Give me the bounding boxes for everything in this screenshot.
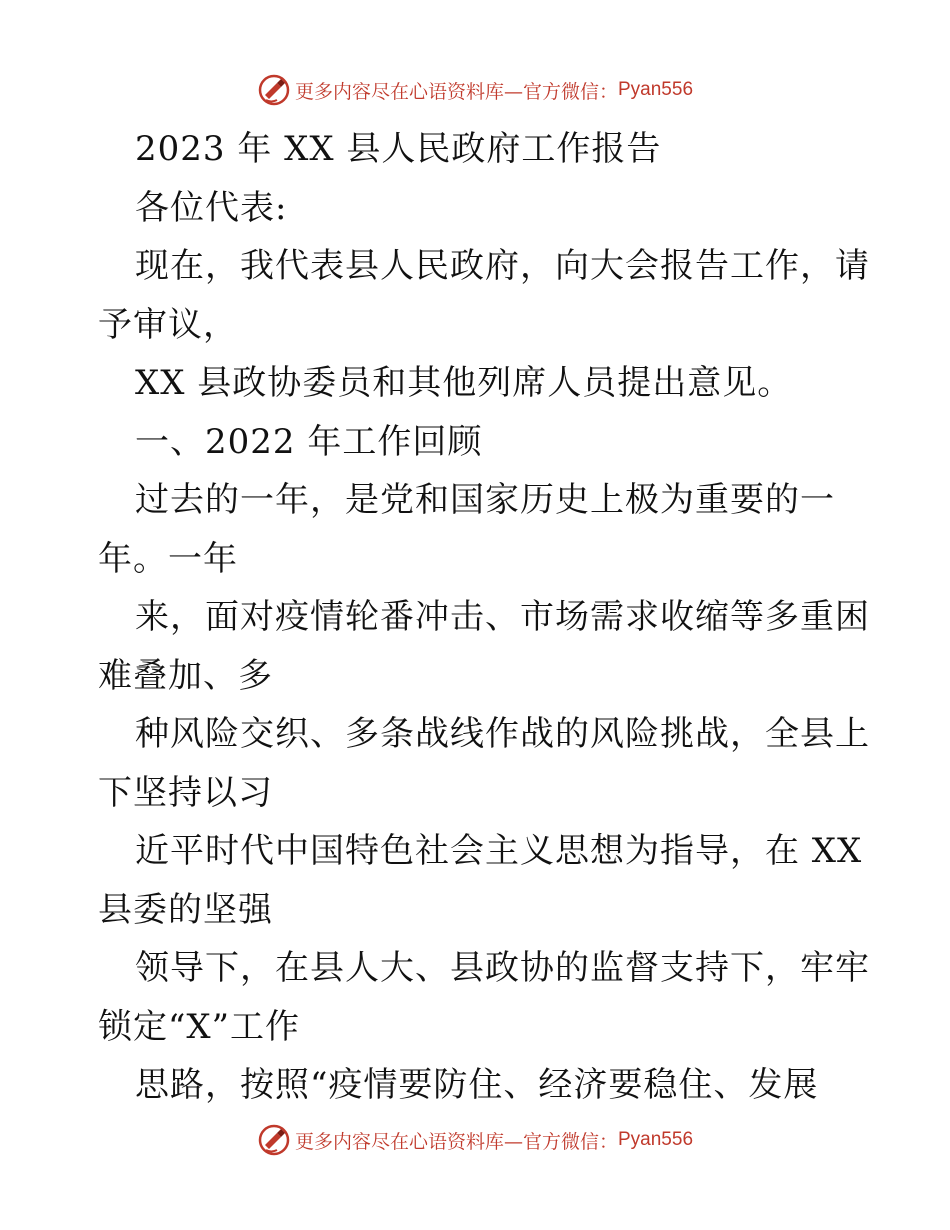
text-line: 2023 年 XX 县人民政府工作报告 xyxy=(135,129,662,169)
text-line: 难叠加、多 xyxy=(98,655,273,696)
text-line: 县委的坚强 xyxy=(98,889,273,930)
text-line: 现在，我代表县人民政府，向大会报告工作，请 xyxy=(135,246,870,286)
text-line: 下坚持以习 xyxy=(98,772,273,813)
watermark-text: 更多内容尽在心语资料库—官方微信： xyxy=(294,1130,618,1153)
text-line: 过去的一年，是党和国家历史上极为重要的一 xyxy=(135,480,835,520)
text-line: 思路，按照“疫情要防住、经济要稳住、发展 xyxy=(135,1065,819,1105)
report-body xyxy=(98,120,870,1115)
watermark-text: 更多内容尽在心语资料库—官方微信： xyxy=(294,80,618,103)
text-line: 来，面对疫情轮番冲击、市场需求收缩等多重困 xyxy=(135,597,870,637)
text-line: 一、2022 年工作回顾 xyxy=(135,421,483,462)
text-line: 各位代表: xyxy=(135,187,288,228)
brand-logo-icon xyxy=(257,1123,291,1157)
footer-watermark xyxy=(0,1120,950,1160)
brand-logo-icon xyxy=(257,73,291,107)
text-line: 种风险交织、多条战线作战的风险挑战，全县上 xyxy=(135,714,870,754)
text-line: 领导下，在县人大、县政协的监督支持下，牢牢 xyxy=(135,948,870,988)
text-line: XX 县政协委员和其他列席人员提出意见。 xyxy=(135,363,793,403)
watermark-wechat-id: Pyan556 xyxy=(618,1129,694,1150)
text-line: 锁定“X”工作 xyxy=(98,1006,300,1047)
text-line: 年。一年 xyxy=(98,538,238,579)
text-line: 近平时代中国特色社会主义思想为指导，在 XX xyxy=(135,831,863,871)
header-watermark xyxy=(0,70,950,110)
text-line: 予审议， xyxy=(98,304,238,345)
watermark-wechat-id: Pyan556 xyxy=(618,79,694,100)
